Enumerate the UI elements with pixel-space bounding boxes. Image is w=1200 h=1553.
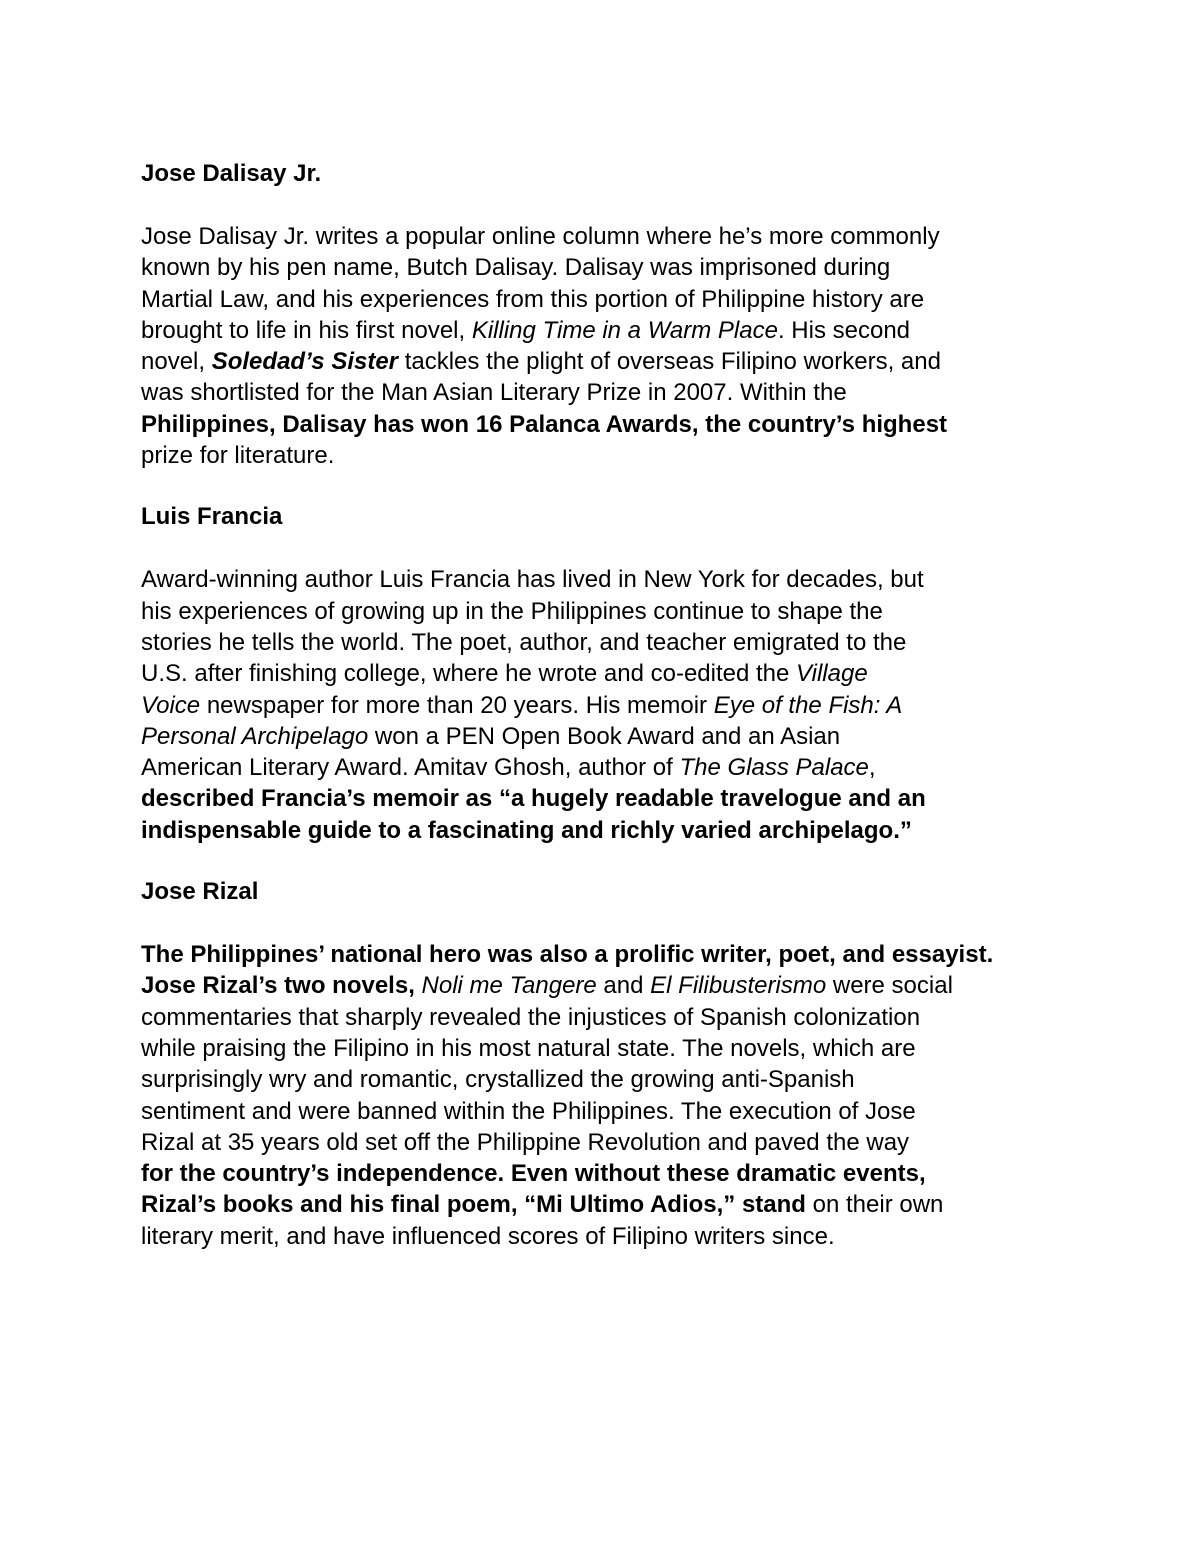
paragraph-line	[141, 252, 1071, 283]
section-luis-francia	[141, 501, 1071, 846]
paragraph-line	[141, 815, 1071, 846]
text-run: Jose Dalisay Jr. writes a popular online column where he’s more commonly	[141, 223, 940, 250]
text-run: on their own	[805, 1191, 944, 1219]
paragraph-line	[141, 1221, 1071, 1252]
paragraph-line	[141, 596, 1071, 627]
title-text: Eye of the Fish: A	[713, 691, 903, 719]
text-run: The Philippines’ national hero was also a prolific writer, poet, and essayist.	[141, 941, 994, 969]
text-run: U.S. after finishing college, where he wrote and co-edited the	[141, 660, 797, 688]
paragraph-line	[141, 1064, 1071, 1095]
section-paragraph	[141, 221, 1071, 471]
paragraph-line	[141, 1127, 1071, 1158]
text-run: won a PEN Open Book Award and an Asian	[368, 722, 841, 750]
text-run: and	[596, 972, 651, 1000]
paragraph-line	[141, 440, 1071, 471]
section-paragraph	[141, 564, 1071, 846]
text-run: . His second	[777, 316, 911, 344]
paragraph-line	[141, 377, 1071, 408]
text-run: Jose Rizal’s two novels,	[141, 972, 422, 1000]
paragraph-line	[141, 752, 1071, 783]
paragraph-line	[141, 970, 1071, 1001]
text-run: while praising the Filipino in his most natural state. The novels, which are	[141, 1034, 916, 1062]
section-jose-dalisay	[141, 158, 1071, 471]
text-run: novel,	[141, 348, 212, 376]
title-text: Killing Time in a Warm Place	[471, 316, 778, 344]
text-run: indispensable guide to a fascinating and richly varied archipelago.”	[141, 816, 912, 844]
paragraph-line	[141, 1096, 1071, 1127]
paragraph-line	[141, 1033, 1071, 1064]
paragraph-line	[141, 721, 1071, 752]
text-run: described Francia’s memoir as “a hugely readable travelogue and an	[141, 785, 926, 813]
paragraph-line	[141, 783, 1071, 814]
text-run: ,	[868, 754, 876, 782]
text-run: prize for literature.	[141, 442, 335, 470]
paragraph-line	[141, 1002, 1071, 1033]
text-run: tackles the plight of overseas Filipino workers, and	[398, 348, 941, 376]
text-run: brought to life in his first novel,	[141, 316, 472, 344]
section-heading: Jose Rizal	[141, 878, 259, 906]
text-run: surprisingly wry and romantic, crystallized the growing anti-Spanish	[141, 1066, 855, 1094]
text-run: American Literary Award. Amitav Ghosh, author of	[141, 754, 680, 782]
paragraph-line	[141, 690, 1071, 721]
text-run: Philippines, Dalisay has won 16 Palanca Awards, the country’s highest	[141, 410, 948, 438]
title-text: Soledad’s Sister	[211, 348, 399, 376]
paragraph-line	[141, 315, 1071, 346]
text-run: Rizal’s books and his final poem, “Mi Ultimo Adios,” stand	[141, 1191, 806, 1219]
title-text: The Glass Palace	[679, 754, 869, 782]
text-run: were social	[826, 972, 953, 1000]
paragraph-line	[141, 939, 1071, 970]
text-run: for the country’s independence. Even without these dramatic events,	[141, 1160, 926, 1188]
paragraph-line	[141, 658, 1071, 689]
title-text: Noli me Tangere	[421, 972, 597, 1000]
section-heading: Luis Francia	[141, 503, 283, 531]
paragraph-line	[141, 409, 1071, 440]
text-run: known by his pen name, Butch Dalisay. Dalisay was imprisoned during	[141, 254, 891, 282]
paragraph-line	[141, 346, 1071, 377]
text-run: sentiment and were banned within the Philippines. The execution of Jose	[141, 1097, 916, 1125]
title-text: Village	[796, 660, 868, 688]
section-paragraph	[141, 939, 1071, 1252]
paragraph-line	[141, 564, 1071, 595]
paragraph-line	[141, 1189, 1071, 1220]
text-run: Rizal at 35 years old set off the Philippine Revolution and paved the way	[141, 1128, 910, 1156]
section-heading: Jose Dalisay Jr.	[141, 160, 322, 187]
title-text: Voice	[141, 691, 201, 719]
paragraph-line	[141, 221, 1071, 252]
document-page	[141, 158, 1071, 1252]
text-run: was shortlisted for the Man Asian Literary Prize in 2007. Within the	[141, 379, 847, 407]
paragraph-line	[141, 627, 1071, 658]
title-text: El Filibusterismo	[650, 972, 827, 1000]
text-run: Award-winning author Luis Francia has lived in New York for decades, but	[141, 566, 924, 594]
text-run: his experiences of growing up in the Philippines continue to shape the	[141, 597, 883, 625]
text-run: stories he tells the world. The poet, author, and teacher emigrated to the	[141, 628, 907, 656]
section-jose-rizal	[141, 876, 1071, 1252]
paragraph-line	[141, 1158, 1071, 1189]
text-run: Martial Law, and his experiences from this portion of Philippine history are	[141, 285, 925, 313]
title-text: Personal Archipelago	[141, 722, 369, 750]
text-run: commentaries that sharply revealed the injustices of Spanish colonization	[141, 1003, 921, 1031]
text-run: newspaper for more than 20 years. His memoir	[200, 691, 714, 719]
text-run: literary merit, and have influenced scores of Filipino writers since.	[141, 1222, 835, 1250]
paragraph-line	[141, 284, 1071, 315]
